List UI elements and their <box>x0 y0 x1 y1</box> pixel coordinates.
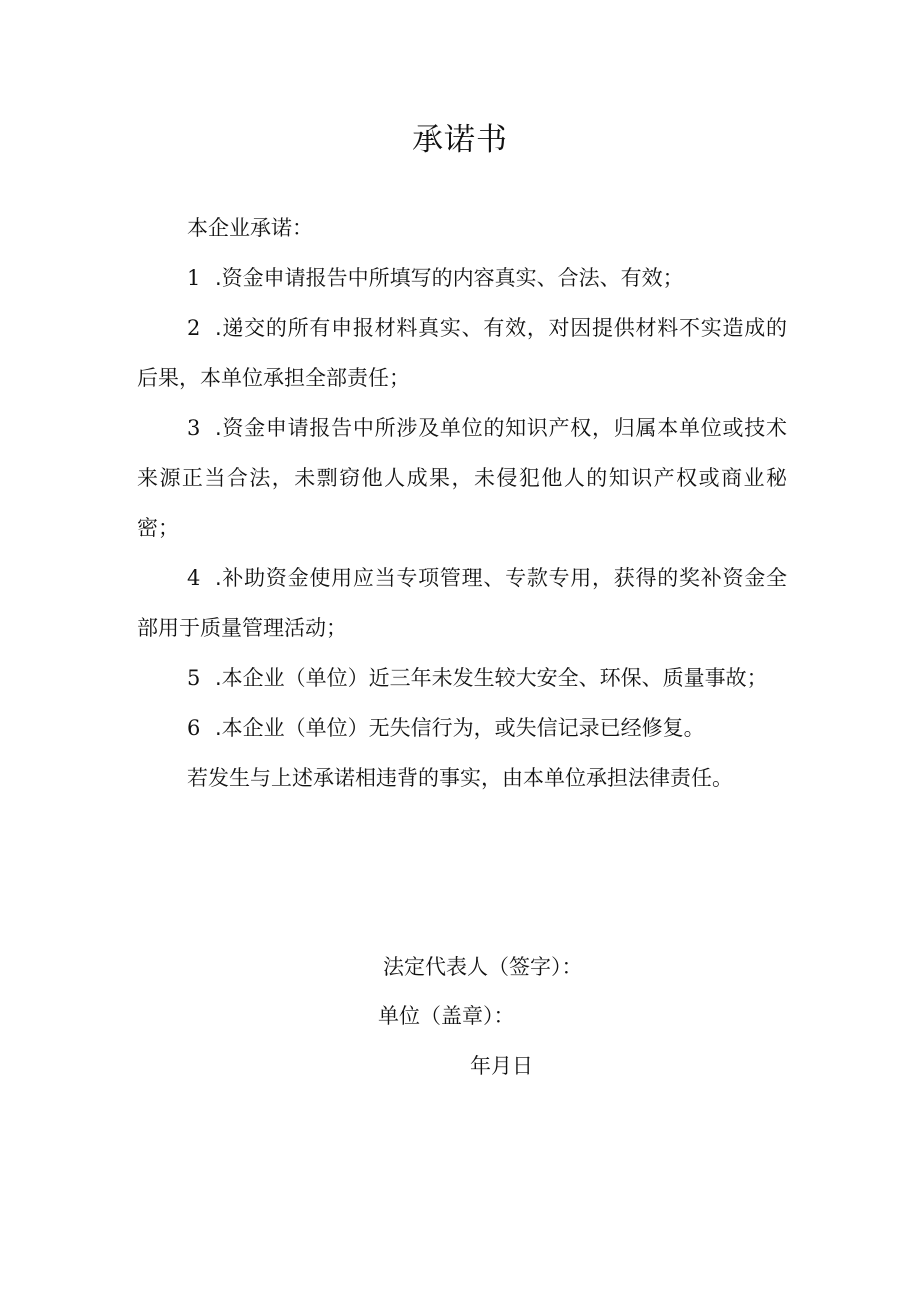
commitment-item-4 <box>137 553 787 653</box>
item-text: .资金申请报告中所涉及单位的知识产权，归属本单位或技术来源正当合法，未剽窃他人成果，未侵犯他人的知识产权或商业秘密； <box>137 416 787 540</box>
commitment-item-1 <box>137 253 787 303</box>
item-number: 4 <box>187 566 201 590</box>
item-number: 5 <box>187 666 201 690</box>
item-number: 3 <box>187 416 201 440</box>
commitment-item-2 <box>137 303 787 403</box>
item-number: 6 <box>187 716 201 740</box>
unit-seal-line: 单位（盖章）： <box>378 1004 515 1028</box>
legal-representative-signature-line: 法定代表人（签字）： <box>383 955 583 979</box>
item-text: .本企业（单位）无失信行为，或失信记录已经修复。 <box>215 716 705 740</box>
intro-line: 本企业承诺： <box>187 216 313 240</box>
document-title: 承诺书 <box>412 122 508 158</box>
item-text: .补助资金使用应当专项管理、专款专用，获得的奖补资金全部用于质量管理活动； <box>137 566 787 640</box>
commitment-item-5 <box>137 653 787 703</box>
commitment-item-6 <box>137 703 787 753</box>
item-text: .资金申请报告中所填写的内容真实、合法、有效； <box>215 266 684 290</box>
commitment-item-3 <box>137 403 787 553</box>
document-body <box>137 203 787 803</box>
item-text: .递交的所有申报材料真实、有效，对因提供材料不实造成的后果，本单位承担全部责任； <box>137 316 787 390</box>
item-number: 1 <box>187 266 201 290</box>
item-number: 2 <box>187 316 201 340</box>
closing-statement: 若发生与上述承诺相违背的事实，由本单位承担法律责任。 <box>187 766 733 790</box>
item-text: .本企业（单位）近三年未发生较大安全、环保、质量事故； <box>215 666 768 690</box>
date-line: 年月日 <box>470 1054 533 1078</box>
